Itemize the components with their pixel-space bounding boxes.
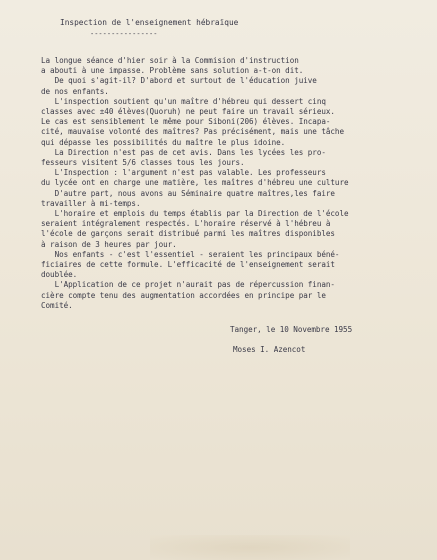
text-line: fesseurs visitent 5/6 classes tous les jours. (41, 158, 245, 168)
date-line: Tanger, le 10 Novembre 1955 (230, 325, 353, 334)
text-line: L'Inspection : l'argument n'est pas valable. Les professeurs (41, 168, 326, 178)
author-signature: Moses I. Azencot (233, 345, 306, 354)
text-line: à raison de 3 heures par jour. (41, 239, 177, 249)
text-line: travailler à mi-temps. (41, 198, 141, 208)
text-line: La longue séance d'hier soir à la Commision d'instruction (41, 56, 299, 65)
text-line: classes avec ±40 élèves(Quoruh) ne peut faire un travail sérieux. (41, 107, 335, 117)
text-line: Le cas est sensiblement le même pour Siboni(206) élèves. Incapa- (41, 117, 331, 127)
text-line: seraient intégralement respectés. L'horaire réservé à l'hébreu à (41, 219, 331, 229)
text-line: La Direction n'est pas de cet avis. Dans les lycées les pro- (41, 147, 326, 157)
text-line: de nos enfants. (41, 86, 109, 96)
text-line: cière compte tenu des augmentation accordées en principe par le (41, 290, 326, 300)
text-line: a abouti à une impasse. Problème sans solution a-t-on dit. (41, 66, 304, 76)
text-line: L'inspection soutient qu'un maître d'hébreu qui dessert cinq (41, 96, 326, 106)
document-title: Inspection de l'enseignement hébraïque (60, 18, 239, 27)
paper-stain (150, 535, 350, 560)
document-body (41, 56, 433, 311)
text-line: du lycée ont en charge une matière, les maîtres d'hébreu une culture (41, 178, 349, 188)
title-underline: ---------------- (90, 30, 158, 38)
text-line: Comité. (41, 300, 73, 310)
text-line: doublée. (41, 270, 78, 280)
text-line: L'Application de ce projet n'aurait pas de répercussion finan- (41, 280, 335, 290)
text-line: L'horaire et emplois du temps établis par la Direction de l'école (41, 209, 349, 219)
text-line: De quoi s'agit-il? D'abord et surtout de l'éducation juive (41, 76, 317, 86)
text-line: qui dépasse les possibilités du maître le plus idoine. (41, 137, 286, 147)
text-line: l'école de garçons serait distribué parmi les maîtres disponibles (41, 229, 335, 239)
text-line: D'autre part, nous avons au Séminaire quatre maîtres,les faire (41, 188, 335, 198)
text-line: ficiaires de cette formule. L'efficacité de l'enseignement serait (41, 260, 335, 270)
text-line: Nos enfants - c'est l'essentiel - seraient les principaux béné- (41, 249, 340, 259)
text-line: cité, mauvaise volonté des maîtres? Pas précisément, mais une tâche (41, 127, 344, 137)
